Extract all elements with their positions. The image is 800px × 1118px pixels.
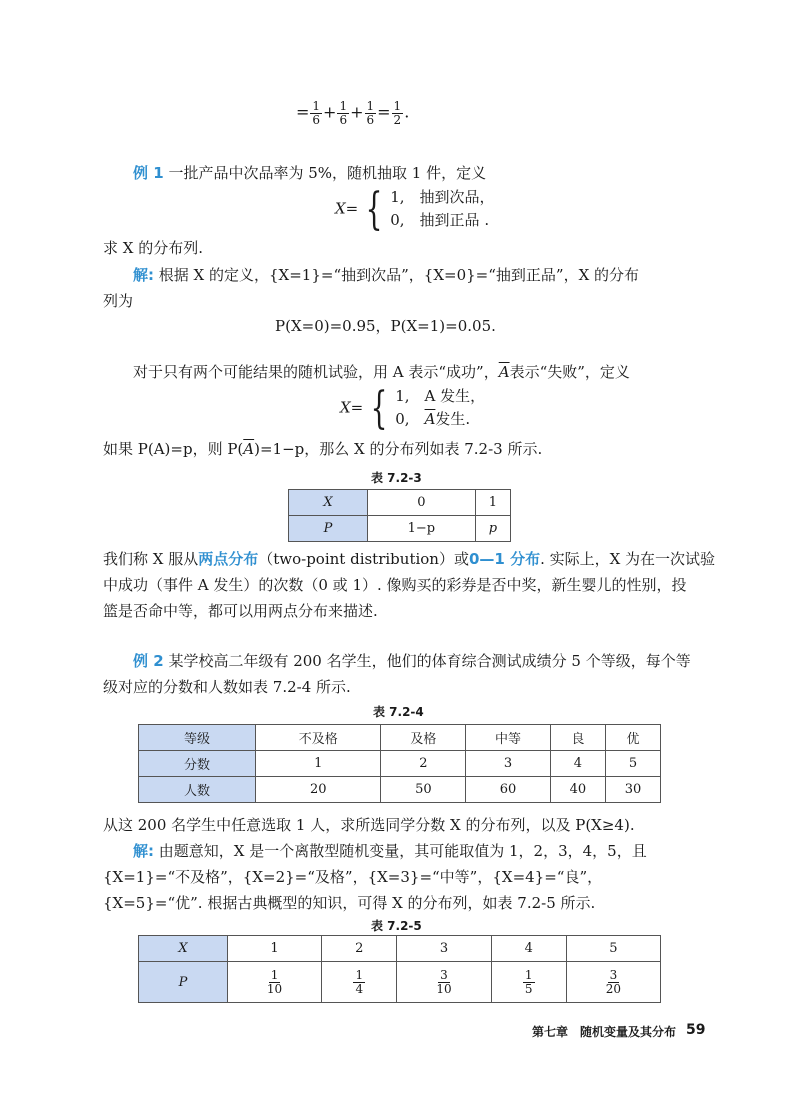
two-point-line2: 如果 P(A)=p，则 $P(\overline{A})=1-p$，那么 X 的分布列如表 7.2-3 所示. — [103, 440, 543, 458]
table-cell: 1−p — [368, 516, 476, 542]
page-number: 59 — [686, 1022, 706, 1038]
table-725 — [138, 935, 661, 1003]
example2-solution-line1: 解: 由题意知，X 是一个离散型随机变量，其可能取值为 1，2，3，4，5，且 — [133, 842, 647, 860]
table-cell: 及格 — [381, 725, 466, 751]
fraction: $\frac{3}{10}$ — [436, 967, 452, 996]
table-cell: 不及格 — [256, 725, 381, 751]
brace: { — [370, 382, 388, 434]
two-point-definition: X= { 1, A 发生， 0, $\overline{A}$发生. — [340, 382, 486, 434]
table-cell: X — [139, 936, 228, 962]
example1-solution-formula: P(X=0)=0.95，P(X=1)=0.05. — [275, 317, 496, 335]
fraction: $\frac{1}{6}$ — [339, 99, 348, 127]
table-cell: 5 — [605, 751, 660, 777]
top-formula: = $\frac{1}{6}$ + $\frac{1}{6}$ + $\frac{1}{6}$ = $\frac{1}{2}$ . — [296, 99, 410, 127]
two-point-intro: 对于只有两个可能结果的随机试验，用 A 表示“成功”，$\overline{A}$表示“失败”，定义 — [133, 363, 630, 381]
table-cell: 1 — [256, 751, 381, 777]
example1-definition: X= { 1, 抽到次品， 0, 抽到正品 . — [335, 183, 495, 235]
fraction: $\frac{3}{20}$ — [605, 967, 622, 996]
table-cell: 良 — [550, 725, 605, 751]
table-cell: 4 — [550, 751, 605, 777]
table-cell: 优 — [605, 725, 660, 751]
table-724-caption: 表 7.2-4 — [373, 705, 424, 719]
fraction: $\frac{1}{6}$ — [312, 99, 321, 127]
term-zero-one: 0—1 分布 — [468, 550, 541, 568]
table-cell: 人数 — [139, 777, 256, 803]
fraction: $\frac{1}{5}$ — [524, 967, 533, 996]
definition-line3: 篮是否命中等，都可以用两点分布来描述. — [103, 602, 378, 620]
table-cell: 2 — [322, 936, 397, 962]
table-cell: 1 — [475, 490, 510, 516]
table-cell: 分数 — [139, 751, 256, 777]
table-723 — [288, 489, 511, 542]
example2-line1: 例 2 某学校高二年级有 200 名学生，他们的体育综合测试成绩分 5 个等级，每个等 — [133, 652, 691, 670]
example1-intro: 例 1 一批产品中次品率为 5%，随机抽取 1 件，定义 — [133, 164, 487, 182]
table-cell: 3 — [466, 751, 551, 777]
table-cell: 40 — [550, 777, 605, 803]
table-cell: 50 — [381, 777, 466, 803]
table-cell — [228, 962, 322, 1003]
table-cell — [491, 962, 566, 1003]
table-cell: 中等 — [466, 725, 551, 751]
table-cell: 1 — [228, 936, 322, 962]
table-cell — [322, 962, 397, 1003]
table-cell: 5 — [566, 936, 660, 962]
table-cell: 0 — [368, 490, 476, 516]
definition-line2: 中成功（事件 A 发生）的次数（0 或 1）. 像购买的彩券是否中奖，新生婴儿的性别，投 — [103, 576, 687, 594]
table-cell: 60 — [466, 777, 551, 803]
fraction: $\frac{1}{10}$ — [266, 967, 283, 996]
table-cell: P — [139, 962, 228, 1003]
footer-chapter: 第七章 随机变量及其分布 — [532, 1025, 677, 1039]
table-cell: X — [289, 490, 368, 516]
table-cell: P — [289, 516, 368, 542]
example2-solution-line3: {X=5}=“优”. 根据古典概型的知识，可得 X 的分布列，如表 7.2-5 所示. — [103, 894, 596, 912]
table-cell: p — [475, 516, 510, 542]
example1-solution-line2: 列为 — [103, 292, 134, 310]
table-724 — [138, 724, 661, 803]
example1-solution-line1: 解: 根据 X 的定义，{X=1}=“抽到次品”，{X=0}=“抽到正品”，X 的分布 — [133, 266, 640, 284]
table-cell: 30 — [605, 777, 660, 803]
example2-line2: 级对应的分数和人数如表 7.2-4 所示. — [103, 678, 351, 696]
table-cell: 2 — [381, 751, 466, 777]
solution-label: 解: — [133, 842, 154, 860]
fraction: $\frac{1}{6}$ — [366, 99, 375, 127]
table-723-caption: 表 7.2-3 — [371, 471, 422, 485]
example2-solution-line2: {X=1}=“不及格”，{X=2}=“及格”，{X=3}=“中等”，{X=4}=“良”， — [103, 868, 603, 886]
example2-ask: 从这 200 名学生中任意选取 1 人，求所选同学分数 X 的分布列，以及 P(X≥4). — [103, 816, 635, 834]
example1-ask: 求 X 的分布列. — [103, 239, 203, 257]
table-cell — [397, 962, 491, 1003]
brace: { — [365, 183, 383, 235]
table-cell: 4 — [491, 936, 566, 962]
fraction: $\frac{1}{2}$ — [393, 99, 402, 127]
fraction: $\frac{1}{4}$ — [355, 967, 364, 996]
table-725-caption: 表 7.2-5 — [371, 919, 422, 933]
example2-label: 例 2 — [133, 652, 164, 670]
table-cell — [566, 962, 660, 1003]
table-cell: 20 — [256, 777, 381, 803]
table-cell: 等级 — [139, 725, 256, 751]
term-two-point: 两点分布 — [198, 550, 259, 568]
example1-label: 例 1 — [133, 164, 164, 182]
definition-line1: 我们称 X 服从两点分布（two-point distribution）或0—1 分布. 实际上，X 为在一次试验 — [103, 550, 716, 568]
solution-label: 解: — [133, 266, 154, 284]
table-cell: 3 — [397, 936, 491, 962]
